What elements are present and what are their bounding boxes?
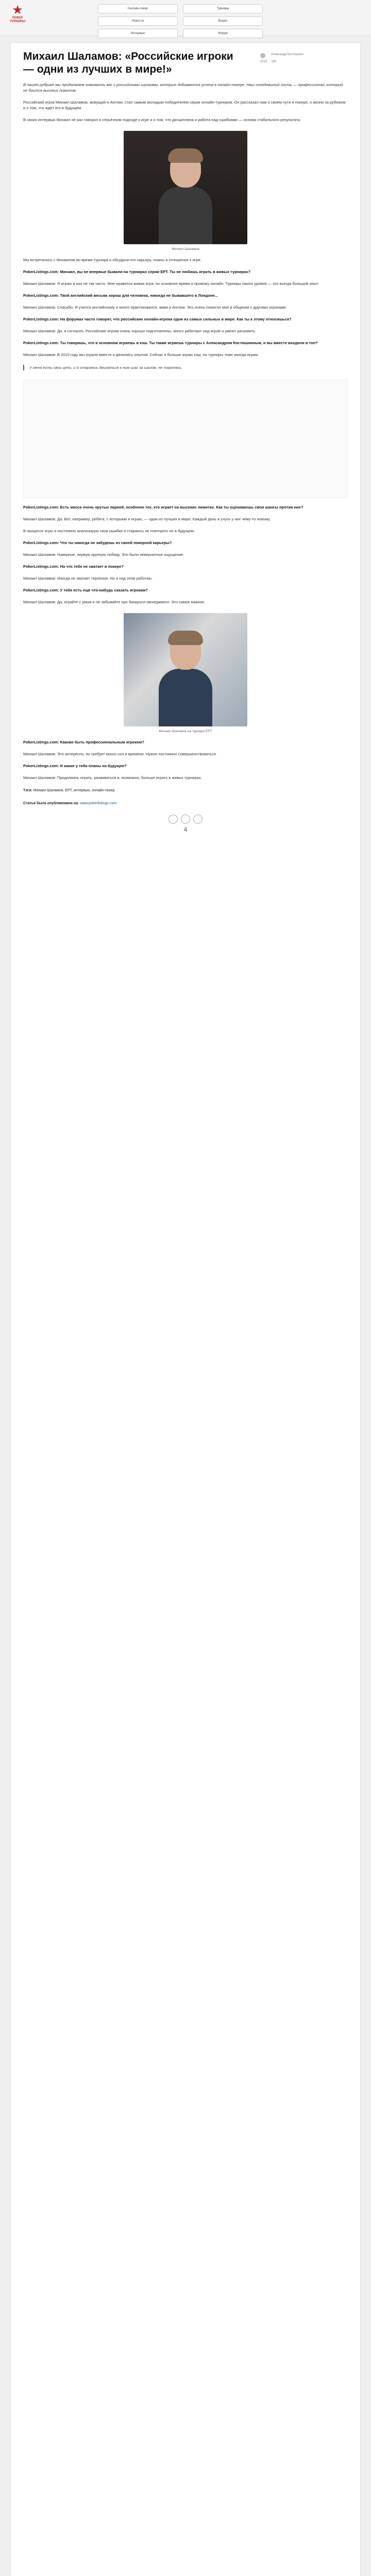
interview-answer: Михаил Шаламов: Спасибо. Я учился английскому и много практиковался, живя в Англии. Это очень помогло мне в общении с другими игроками. (23, 305, 287, 310)
interview-answer: Михаил Шаламов: В 2010 году мы играли вместе и делились опытом. Сейчас я больше играю кэш, но турниры тоже иногда играю. (23, 352, 259, 357)
star-icon: ★ (12, 3, 23, 17)
article-meta (260, 51, 348, 63)
tags-label: Тэги: (23, 789, 32, 792)
player-photo-event (124, 613, 247, 726)
logo-text: ПОКЕР ТУРНИРЫ (10, 16, 25, 23)
article-lead: В нашей рубрике мы продолжаем знакомить вас с российскими игроками, которые добиваются успеха в онлайн-покере. Наш сегодняшний гость — профессионал, который не боится высоких лимитов. (23, 82, 343, 93)
nav-item-tournaments[interactable]: Турниры (183, 4, 263, 13)
photo-caption: Михаил Шаламов (172, 247, 199, 251)
share-vk-icon[interactable] (168, 815, 178, 824)
interview-question: PokerListings.com: На что тебе не хватает в покере? (23, 564, 124, 569)
interview-question: PokerListings.com: Твой английский весьма хорош для человека, никогда не бывавшего в Лондоне... (23, 293, 218, 298)
photo-caption: Михаил Шаламов на турнире EPT (159, 730, 212, 733)
paragraph: В процессе игры я постоянно анализирую свои ошибки и стараюсь не повторять их в будущем. (23, 529, 195, 533)
player-photo (124, 131, 247, 244)
pull-quote: У меня есть свои цели, и я стараюсь двигаться к ним шаг за шагом, не торопясь. (23, 365, 348, 370)
paragraph: Российский игрок Михаил Шаламов, живущий в Англии, стал самым молодым победителем серии онлайн-турниров. Он рассказал нам о своём пути в покере, о жизни за рубежом и о том, что ждёт его в будущем. (23, 100, 346, 110)
nav-item-news[interactable]: Новости (98, 16, 178, 26)
nav-item-video[interactable]: Видео (183, 16, 263, 26)
interview-answer: Михаил Шаламов: Это интересно, но требует много сил и времени. Нужно постоянно совершенствоваться. (23, 752, 217, 756)
main-nav (98, 4, 263, 38)
interview-question: PokerListings.com: У тебя есть ещё что-нибудь сказать игрокам? (23, 588, 148, 592)
interview-question: PokerListings.com: Что ты никогда не забудешь из своей покерной карьеры? (23, 540, 172, 545)
interview-answer: Михаил Шаламов: Наверное, первую крупную победу. Это было невероятное ощущение. (23, 552, 184, 557)
source-link[interactable]: www.pokerlistings.com (80, 802, 117, 805)
player-figure (159, 634, 212, 726)
interview-answer: Михаил Шаламов: Да, я согласен. Российские игроки очень хорошо подготовлены, много работают над игрой и умеют рисковать. (23, 329, 257, 333)
paragraph: В своих интервью Михаил не раз говорил о серьёзном подходе к игре и о том, что дисциплина и работа над ошибками — основа стабильного результата. (23, 117, 301, 122)
player-figure (159, 151, 212, 244)
interview-question: PokerListings.com: Каково быть профессиональным игроком? (23, 740, 144, 744)
interview-question: PokerListings.com: Есть масса очень крутых парней, особенно тех, кто играет на высоких лимитах. Как ты оцениваешь свои шансы против них? (23, 505, 303, 510)
interview-answer: Михаил Шаламов: Да, играйте с умом и не забывайте про банкролл-менеджмент. Это самое важное. (23, 600, 206, 604)
interview-question: PokerListings.com: И какие у тебя планы на будущее? (23, 764, 127, 768)
media-placeholder (23, 380, 348, 498)
interview-question: PokerListings.com: На форумах часто говорят, что российские онлайн-игроки одни из самых сильных в мире. Как ты к этому относишься? (23, 317, 292, 321)
share-twitter-icon[interactable] (193, 815, 203, 824)
author-name[interactable]: Александр Костюшкин (271, 53, 303, 56)
source-label: Статья была опубликована на: (23, 802, 79, 805)
view-count: 190 (271, 60, 277, 63)
interview-answer: Михаил Шаламов: Продолжать играть, развиваться и, возможно, больше играть в живых турнирах. (23, 775, 202, 780)
interview-answer: Михаил Шаламов: Я играю в них не так часто. Мне нравится живая игра, но основное время я провожу онлайн. Турниры такого уровня — это всегда большой опыт. (23, 281, 319, 286)
share-panel (23, 815, 348, 833)
article-tags (23, 788, 348, 793)
interview-question: PokerListings.com: Михаил, вы не впервые бывали на турнирах серии EPT. Ты не любишь играть в живых турнирах? (23, 269, 251, 274)
nav-item-online-poker[interactable]: Онлайн-покер (98, 4, 178, 13)
share-count: 4 (183, 826, 188, 833)
site-logo[interactable] (6, 4, 29, 24)
article-source (23, 801, 348, 806)
nav-item-interviews[interactable]: Интервью (98, 29, 178, 38)
share-facebook-icon[interactable] (181, 815, 190, 824)
interview-answer: Михаил Шаламов: Да. Вот, например, ребята, с которыми я играю, — одни из лучших в мире. Каждый день я учусь у них чему-то новому. (23, 517, 271, 521)
top-bar (0, 0, 371, 36)
article-card (10, 42, 361, 2576)
nav-item-forum[interactable]: Форум (183, 29, 263, 38)
tags-list[interactable]: Михаил Шаламов, EPT, интервью, онлайн-покер (33, 789, 115, 792)
article-date: 2015 (260, 60, 267, 63)
paragraph: Мы встретились с Михаилом во время турнира и обсудили его карьеру, планы и отношение к игре. (23, 258, 201, 262)
interview-answer: Михаил Шаламов: Иногда не хватает терпения. Но я над этим работаю. (23, 576, 153, 581)
article-title: Михаил Шаламов: «Российские игроки — одни из лучших в мире!» (23, 50, 233, 75)
author-avatar (260, 53, 265, 58)
interview-question: PokerListings.com: Ты говоришь, что в основном играешь в кэш. Ты также играешь турниры с Александром Костюшкиным, и вы вместе входили в топ? (23, 341, 318, 345)
